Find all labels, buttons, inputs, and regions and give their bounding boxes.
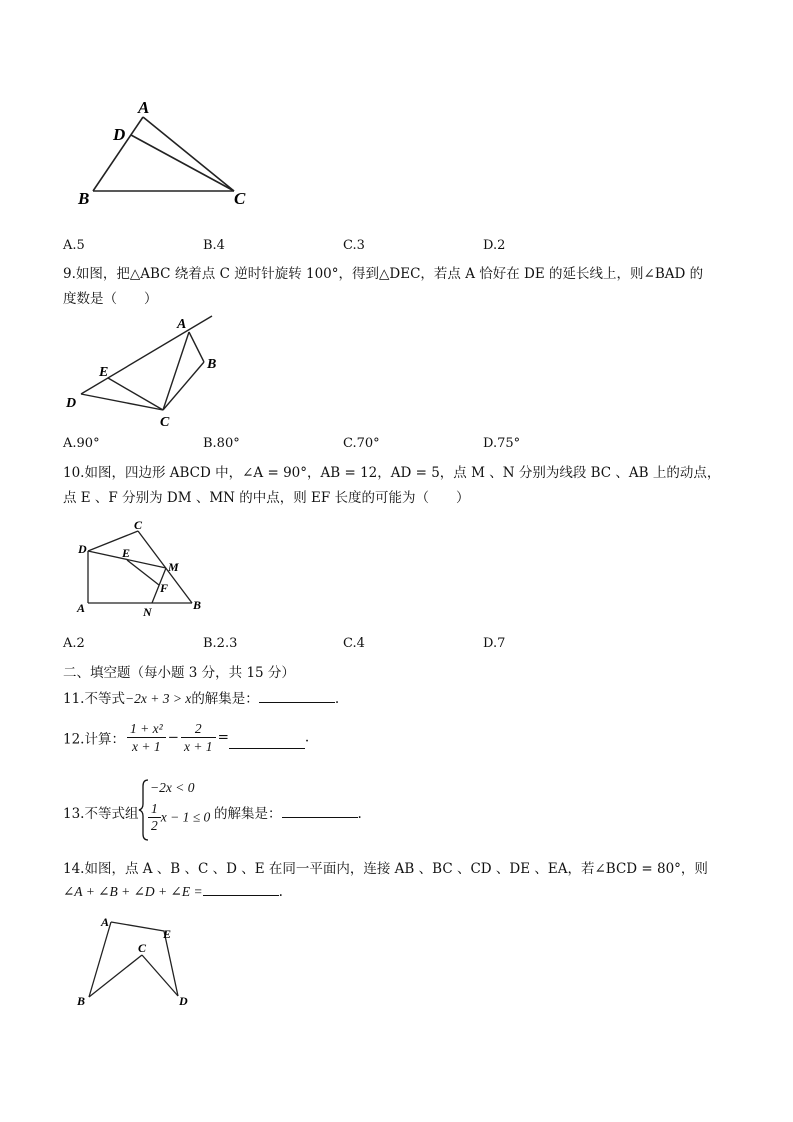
q12-answer-blank (229, 736, 305, 749)
q8-label-b: B (78, 189, 90, 208)
section2-title: 二、填空题（每小题 3 分，共 15 分） (63, 665, 295, 681)
q8-option-b: B.4 (203, 238, 225, 253)
q12-prefix: 12.计算： (63, 731, 125, 748)
q10-figure (72, 515, 217, 623)
q13-inequality-1: −2x < 0 (150, 780, 195, 795)
q10-label-n: N (143, 605, 152, 619)
q9-figure (64, 310, 229, 430)
q10-option-d: D.7 (483, 636, 506, 651)
q9-label-e: E (99, 365, 109, 380)
q11-expression: −2x + 3 > x (124, 691, 192, 706)
q13-prefix: 13.不等式组 (63, 806, 139, 822)
q12-frac2-denominator: x + 1 (183, 739, 213, 754)
q14-label-c: C (138, 941, 147, 955)
q13-answer-blank (282, 805, 358, 818)
q9-label-c: C (160, 415, 170, 430)
q14-label-d: D (179, 994, 188, 1008)
q12-frac1-denominator: x + 1 (132, 739, 161, 754)
q8-option-a: A.5 (63, 238, 85, 253)
q11-answer-blank (259, 690, 335, 703)
q13-inequality-2 (148, 801, 210, 834)
q10-label-m: M (168, 560, 179, 574)
q11-suffix: 的解集是： (191, 691, 259, 707)
q12-fraction-1 (127, 720, 166, 755)
q10-label-f: F (160, 581, 169, 595)
q9-option-b: B.80° (203, 436, 240, 451)
q9-label-d: D (66, 396, 77, 411)
q10-option-a: A.2 (63, 636, 85, 651)
q14-end: . (278, 884, 283, 900)
q11-end: . (334, 691, 340, 707)
q12-frac2-numerator: 2 (181, 720, 216, 738)
q14-label-a: A (101, 915, 110, 929)
q10-option-b: B.2.3 (203, 636, 238, 651)
q9-text-line1: 9.如图，把△ABC 绕着点 C 逆时针旋转 100°，得到△DEC，若点 A 恰好在 DE 的延长线上，则∠BAD 的 (63, 266, 704, 282)
q13-end: . (357, 806, 362, 822)
q11-prefix: 11.不等式 (63, 691, 125, 707)
q12-end: . (304, 729, 310, 746)
q13-suffix: 的解集是： (214, 806, 282, 822)
q12-frac1-numerator: 1 + x² (127, 720, 166, 738)
q9-option-a: A.90° (63, 436, 100, 451)
q14-expression: ∠A + ∠B + ∠D + ∠E = (63, 884, 203, 899)
q12-row (63, 720, 309, 755)
q14-label-e: E (163, 927, 172, 941)
q8-option-d: D.2 (483, 238, 506, 253)
q10-option-c: C.4 (343, 636, 365, 651)
q8-option-c: C.3 (343, 238, 365, 253)
q12-minus: − (167, 729, 179, 746)
q12-fraction-2 (181, 720, 216, 755)
q9-text-line2: 度数是（ ） (63, 291, 158, 307)
q8-label-d: D (113, 125, 126, 144)
q14-text-line1: 14.如图，点 A 、B 、C 、D 、E 在同一平面内，连接 AB 、BC 、CD 、DE 、EA，若∠BCD = 80°，则 (63, 861, 708, 877)
q9-label-b: B (207, 357, 217, 372)
q13-frac-denominator: 2 (151, 818, 158, 833)
q8-label-c: C (234, 189, 246, 208)
q14-text-line2-row (63, 883, 283, 900)
q8-figure (66, 96, 276, 221)
q10-label-d: D (78, 542, 87, 556)
q10-label-e: E (122, 546, 131, 560)
q10-text-line1: 10.如图，四边形 ABCD 中，∠A = 90°，AB = 12，AD = 5，点 M 、N 分别为线段 BC 、AB 上的动点， (63, 465, 721, 481)
q10-text-line2: 点 E 、F 分别为 DM 、MN 的中点，则 EF 长度的可能为（ ） (63, 490, 470, 506)
q13-inequality-2-tail: x − 1 ≤ 0 (160, 809, 211, 825)
q9-label-a: A (177, 317, 187, 332)
q11-row (63, 687, 339, 707)
q9-option-c: C.70° (343, 436, 380, 451)
q13-half-fraction (148, 801, 161, 834)
q13-suffix-row (214, 802, 362, 822)
q14-label-b: B (77, 994, 86, 1008)
q9-option-d: D.75° (483, 436, 521, 451)
q10-label-a: A (77, 601, 86, 615)
q8-label-a: A (138, 98, 150, 117)
q10-label-b: B (193, 598, 202, 612)
q10-label-c: C (134, 518, 143, 532)
q13-frac-numerator: 1 (148, 801, 161, 818)
q14-figure (68, 910, 203, 1015)
q14-answer-blank (203, 883, 279, 896)
q12-equals: = (217, 729, 229, 746)
